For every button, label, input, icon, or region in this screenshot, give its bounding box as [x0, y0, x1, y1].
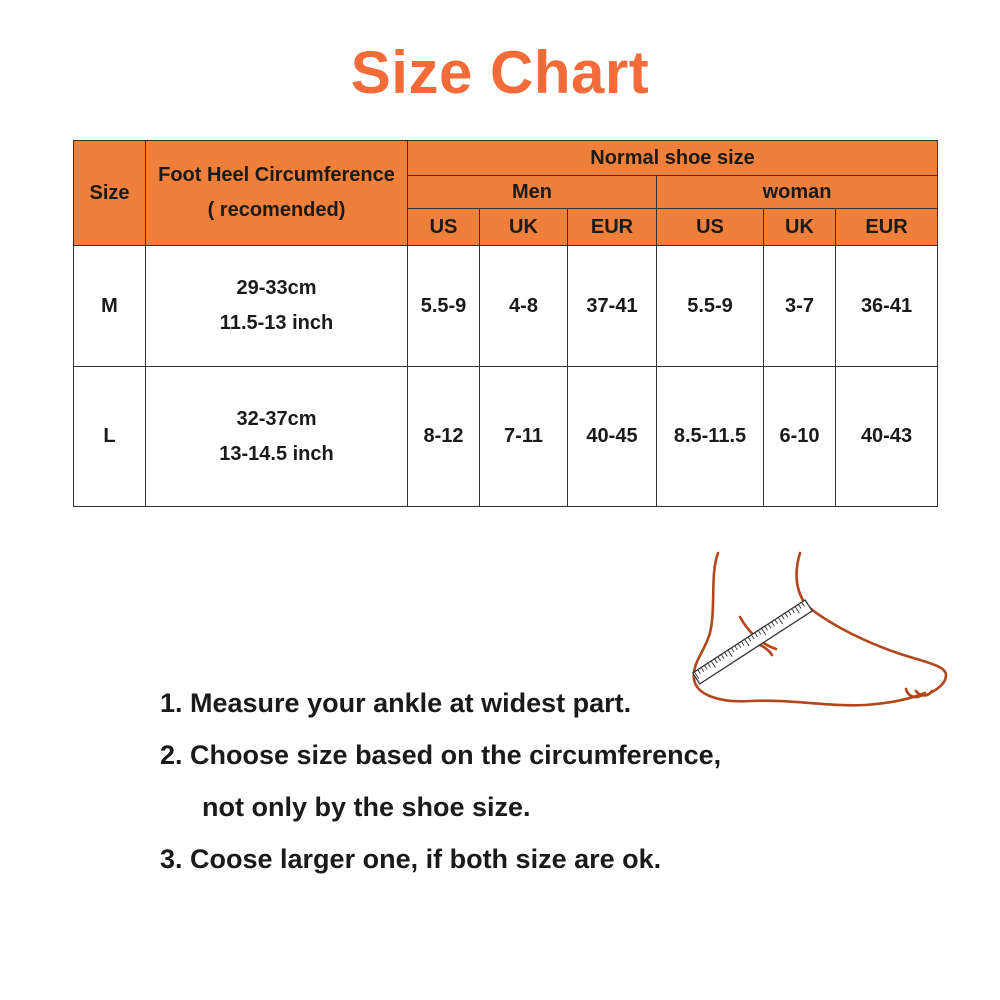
cell-men-eur: 37-41 — [568, 246, 657, 367]
instruction-step-3: 3. Coose larger one, if both size are ok. — [160, 844, 662, 874]
cell-woman-us: 8.5-11.5 — [657, 367, 764, 507]
header-woman-us: US — [657, 209, 764, 246]
cell-men-us: 8-12 — [408, 367, 480, 507]
instructions-list — [160, 680, 860, 888]
cell-woman-us: 5.5-9 — [657, 246, 764, 367]
header-circumference — [146, 141, 408, 246]
cell-woman-eur: 40-43 — [836, 367, 938, 507]
header-men-us: US — [408, 209, 480, 246]
cell-woman-uk: 3-7 — [764, 246, 836, 367]
cell-circumference — [146, 367, 408, 507]
header-woman-eur: EUR — [836, 209, 938, 246]
cell-men-uk: 4-8 — [480, 246, 568, 367]
cell-men-us: 5.5-9 — [408, 246, 480, 367]
cell-size: L — [74, 367, 146, 507]
cell-circumference-inch: 13-14.5 inch — [219, 442, 334, 465]
instruction-step-2-continued: not only by the shoe size. — [202, 792, 531, 822]
instruction-step-1: 1. Measure your ankle at widest part. — [160, 688, 632, 718]
table-row — [74, 367, 938, 507]
table-row — [74, 246, 938, 367]
cell-woman-uk: 6-10 — [764, 367, 836, 507]
cell-circumference-inch: 11.5-13 inch — [219, 312, 334, 334]
header-men-eur: EUR — [568, 209, 657, 246]
header-men: Men — [408, 176, 657, 209]
cell-circumference — [146, 246, 408, 367]
header-circumference-title: Foot Heel Circumference — [158, 164, 395, 186]
header-size: Size — [74, 141, 146, 246]
header-circumference-note: ( recomended) — [207, 199, 346, 221]
header-normal-shoe-size: Normal shoe size — [408, 141, 938, 176]
cell-men-uk: 7-11 — [480, 367, 568, 507]
header-woman: woman — [657, 176, 938, 209]
cell-circumference-cm: 29-33cm — [236, 277, 317, 299]
measuring-tape — [693, 600, 812, 684]
instruction-step-2: 2. Choose size based on the circumference, — [160, 740, 722, 770]
cell-size: M — [74, 246, 146, 367]
cell-woman-eur: 36-41 — [836, 246, 938, 367]
cell-circumference-cm: 32-37cm — [236, 407, 317, 430]
size-table — [73, 140, 938, 507]
header-woman-uk: UK — [764, 209, 836, 246]
page-title: Size Chart — [350, 39, 650, 106]
cell-men-eur: 40-45 — [568, 367, 657, 507]
header-men-uk: UK — [480, 209, 568, 246]
